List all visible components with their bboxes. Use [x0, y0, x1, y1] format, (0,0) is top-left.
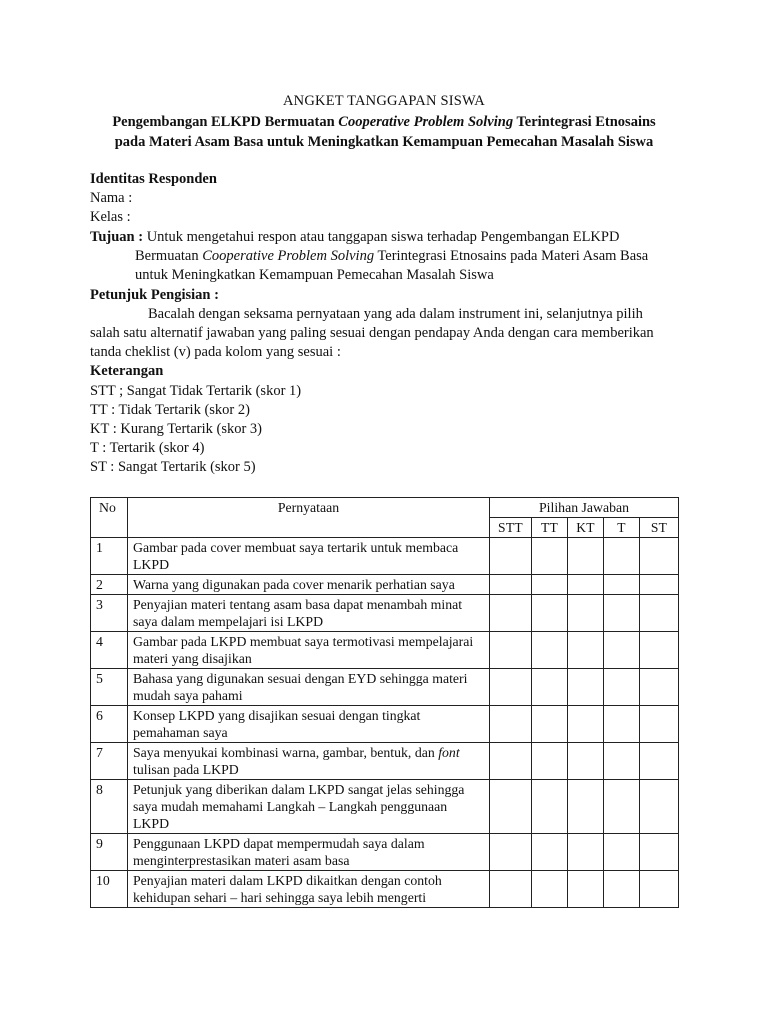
row-statement: Gambar pada cover membuat saya tertarik untuk membaca LKPD [128, 538, 490, 575]
row-number: 9 [91, 834, 128, 871]
answer-cell-t[interactable] [604, 538, 640, 575]
legend-item: STT ; Sangat Tidak Tertarik (skor 1) [90, 383, 302, 399]
answer-cell-tt[interactable] [532, 743, 568, 780]
table-row [91, 743, 679, 780]
statement-part2: tulisan pada LKPD [133, 762, 239, 777]
purpose-label: Tujuan : [90, 229, 144, 245]
table-row [91, 871, 679, 908]
row-number: 3 [91, 595, 128, 632]
legend-heading: Keterangan [90, 363, 164, 379]
identity-heading: Identitas Responden [90, 171, 217, 187]
answer-cell-stt[interactable] [490, 595, 532, 632]
name-label: Nama : [90, 190, 133, 206]
table-row [91, 780, 679, 834]
answer-cell-stt[interactable] [490, 834, 532, 871]
statement-part1: Saya menyukai kombinasi warna, gambar, bentuk, dan [133, 745, 439, 760]
subtitle-part1: Pengembangan ELKPD Bermuatan [112, 114, 339, 130]
row-number: 8 [91, 780, 128, 834]
row-number: 2 [91, 575, 128, 595]
answer-cell-st[interactable] [640, 595, 679, 632]
answer-cell-kt[interactable] [568, 632, 604, 669]
answer-cell-tt[interactable] [532, 669, 568, 706]
answer-cell-t[interactable] [604, 575, 640, 595]
answer-cell-t[interactable] [604, 780, 640, 834]
col-header-no: No [91, 498, 128, 538]
answer-cell-tt[interactable] [532, 834, 568, 871]
purpose-text1: Untuk mengetahui respon atau tanggapan siswa terhadap Pengembangan ELKPD [146, 229, 620, 245]
answer-cell-tt[interactable] [532, 575, 568, 595]
questionnaire-table [90, 497, 679, 908]
table-row [91, 538, 679, 575]
row-number: 7 [91, 743, 128, 780]
row-number: 10 [91, 871, 128, 908]
table-row [91, 669, 679, 706]
choice-header: T [604, 518, 640, 538]
answer-cell-t[interactable] [604, 632, 640, 669]
legend-item: KT : Kurang Tertarik (skor 3) [90, 421, 263, 437]
answer-cell-tt[interactable] [532, 595, 568, 632]
subtitle-part2: Terintegrasi Etnosains [513, 114, 656, 130]
subtitle-line2: pada Materi Asam Basa untuk Meningkatkan Kemampuan Pemecahan Masalah Siswa [114, 134, 654, 150]
answer-cell-kt[interactable] [568, 834, 604, 871]
choice-header: ST [640, 518, 679, 538]
instructions-line2: salah satu alternatif jawaban yang paling sesuai dengan pendapay Anda dengan cara memberikan [90, 325, 654, 341]
purpose-line2-italic: Cooperative Problem Solving [202, 248, 375, 264]
answer-cell-tt[interactable] [532, 780, 568, 834]
answer-cell-kt[interactable] [568, 669, 604, 706]
answer-cell-kt[interactable] [568, 780, 604, 834]
row-statement: Konsep LKPD yang disajikan sesuai dengan tingkat pemahaman saya [128, 706, 490, 743]
answer-cell-stt[interactable] [490, 632, 532, 669]
answer-cell-stt[interactable] [490, 780, 532, 834]
row-number: 1 [91, 538, 128, 575]
row-statement: Gambar pada LKPD membuat saya termotivasi mempelajarai materi yang disajikan [128, 632, 490, 669]
answer-cell-kt[interactable] [568, 575, 604, 595]
row-statement [128, 743, 490, 780]
legend-item: ST : Sangat Tertarik (skor 5) [90, 459, 256, 475]
answer-cell-tt[interactable] [532, 706, 568, 743]
answer-cell-st[interactable] [640, 706, 679, 743]
class-label: Kelas : [90, 209, 131, 225]
document-subtitle [60, 112, 708, 152]
purpose-line2 [135, 247, 648, 266]
answer-cell-st[interactable] [640, 780, 679, 834]
row-statement: Bahasa yang digunakan sesuai dengan EYD sehingga materi mudah saya pahami [128, 669, 490, 706]
answer-cell-t[interactable] [604, 834, 640, 871]
answer-cell-stt[interactable] [490, 669, 532, 706]
answer-cell-t[interactable] [604, 871, 640, 908]
subtitle-italic: Cooperative Problem Solving [338, 114, 514, 130]
purpose-line3: untuk Meningkatkan Kemampuan Pemecahan Masalah Siswa [135, 267, 494, 283]
answer-cell-st[interactable] [640, 743, 679, 780]
table-row [91, 834, 679, 871]
row-statement: Warna yang digunakan pada cover menarik perhatian saya [128, 575, 490, 595]
answer-cell-kt[interactable] [568, 538, 604, 575]
answer-cell-t[interactable] [604, 669, 640, 706]
answer-cell-tt[interactable] [532, 538, 568, 575]
instructions-heading: Petunjuk Pengisian : [90, 287, 219, 303]
answer-cell-kt[interactable] [568, 871, 604, 908]
answer-cell-kt[interactable] [568, 595, 604, 632]
table-row [91, 632, 679, 669]
instructions-line1: Bacalah dengan seksama pernyataan yang ada dalam instrument ini, selanjutnya pilih [148, 306, 643, 322]
answer-cell-stt[interactable] [490, 575, 532, 595]
answer-cell-st[interactable] [640, 669, 679, 706]
row-statement: Penyajian materi tentang asam basa dapat menambah minat saya dalam mempelajari isi LKPD [128, 595, 490, 632]
statement-italic: font [438, 745, 460, 760]
answer-cell-st[interactable] [640, 834, 679, 871]
choice-header: KT [568, 518, 604, 538]
purpose-line2-part1: Bermuatan [135, 248, 203, 264]
answer-cell-kt[interactable] [568, 743, 604, 780]
answer-cell-tt[interactable] [532, 632, 568, 669]
answer-cell-t[interactable] [604, 743, 640, 780]
row-number: 5 [91, 669, 128, 706]
answer-cell-stt[interactable] [490, 706, 532, 743]
purpose-line1 [90, 228, 619, 247]
answer-cell-st[interactable] [640, 575, 679, 595]
row-statement: Penyajian materi dalam LKPD dikaitkan dengan contoh kehidupan sehari – hari sehingga saya lebih mengerti [128, 871, 490, 908]
choice-header: TT [532, 518, 568, 538]
legend-item: T : Tertarik (skor 4) [90, 440, 205, 456]
row-statement: Penggunaan LKPD dapat mempermudah saya dalam menginterprestasikan materi asam basa [128, 834, 490, 871]
row-number: 4 [91, 632, 128, 669]
table-row [91, 595, 679, 632]
answer-cell-st[interactable] [640, 538, 679, 575]
answer-cell-tt[interactable] [532, 871, 568, 908]
purpose-line2-part2: Terintegrasi Etnosains pada Materi Asam Basa [374, 248, 649, 264]
answer-cell-st[interactable] [640, 871, 679, 908]
document-title: ANGKET TANGGAPAN SISWA [283, 93, 485, 109]
table-row [91, 706, 679, 743]
choice-header: STT [490, 518, 532, 538]
answer-cell-t[interactable] [604, 595, 640, 632]
answer-cell-stt[interactable] [490, 538, 532, 575]
col-header-choices: Pilihan Jawaban [490, 498, 679, 518]
legend-item: TT : Tidak Tertarik (skor 2) [90, 402, 250, 418]
col-header-statement: Pernyataan [128, 498, 490, 538]
table-row [91, 575, 679, 595]
row-number: 6 [91, 706, 128, 743]
answer-cell-stt[interactable] [490, 743, 532, 780]
answer-cell-st[interactable] [640, 632, 679, 669]
answer-cell-t[interactable] [604, 706, 640, 743]
answer-cell-kt[interactable] [568, 706, 604, 743]
answer-cell-stt[interactable] [490, 871, 532, 908]
instructions-line3: tanda cheklist (v) pada kolom yang sesuai : [90, 344, 341, 360]
row-statement: Petunjuk yang diberikan dalam LKPD sangat jelas sehingga saya mudah memahami Langkah – Langkah penggunaan LKPD [128, 780, 490, 834]
